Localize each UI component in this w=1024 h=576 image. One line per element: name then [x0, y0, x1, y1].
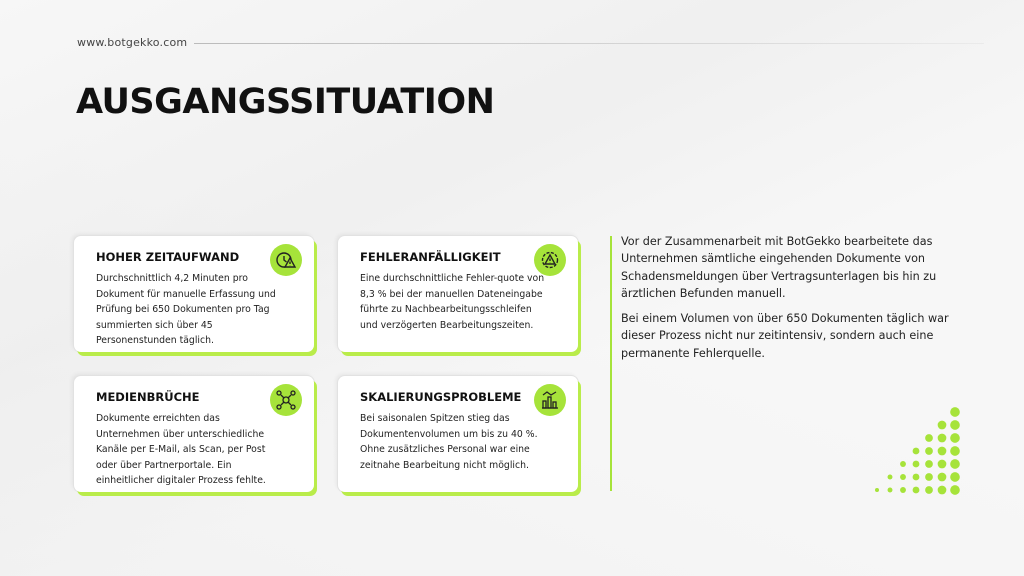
intro-paragraph: Vor der Zusammenarbeit mit BotGekko bearbeitete das Unternehmen sämtliche eingehenden Dokumente von Schadensmeldungen über Vertragsunterlagen bis hin zu ärztlichen Befunden manuell. [621, 235, 937, 300]
website-url[interactable]: www.botgekko.com [77, 36, 188, 49]
card-title: SKALIERUNGSPROBLEME [360, 390, 522, 404]
page-title: AUSGANGSSITUATION [76, 82, 495, 122]
card-text: Durchschnittlich 4,2 Minuten pro Dokument für manuelle Erfassung und Prüfung bei 650 Dokumenten pro Tag summierten sich über 45 Personenstunden täglich. [96, 273, 276, 346]
card-title: HOHER ZEITAUFWAND [96, 250, 240, 264]
card-fehleranfaelligkeit [338, 236, 578, 352]
decorative-dot-pattern [870, 405, 970, 505]
card-title: MEDIENBRÜCHE [96, 390, 200, 404]
card-hoher-zeitaufwand [74, 236, 314, 352]
card-skalierungsprobleme [338, 376, 578, 492]
volume-paragraph: Bei einem Volumen von über 650 Dokumenten täglich war dieser Prozess nicht nur zeitintensiv, sondern auch eine permanente Fehlerquelle. [621, 312, 949, 360]
accent-divider [610, 236, 612, 491]
card-title: FEHLERANFÄLLIGKEIT [360, 250, 501, 264]
card-text: Dokumente erreichten das Unternehmen über unterschiedliche Kanäle per E-Mail, als Scan, per Post oder über Partnerportale. Ein einheitlicher digitaler Prozess fehlte. [96, 413, 266, 486]
card-text: Eine durchschnittliche Fehler-quote von 8,3 % bei der manuellen Dateneingabe führte zu Nachbearbeitungsschleifen und verzögerten Bearbeitungszeiten. [360, 273, 545, 331]
card-text: Bei saisonalen Spitzen stieg das Dokumentenvolumen um bis zu 40 %. Ohne zusätzliches Personal war eine zeitnahe Bearbeitung nicht möglich. [360, 413, 538, 471]
card-medienbrueche [74, 376, 314, 492]
header-divider [194, 43, 984, 44]
